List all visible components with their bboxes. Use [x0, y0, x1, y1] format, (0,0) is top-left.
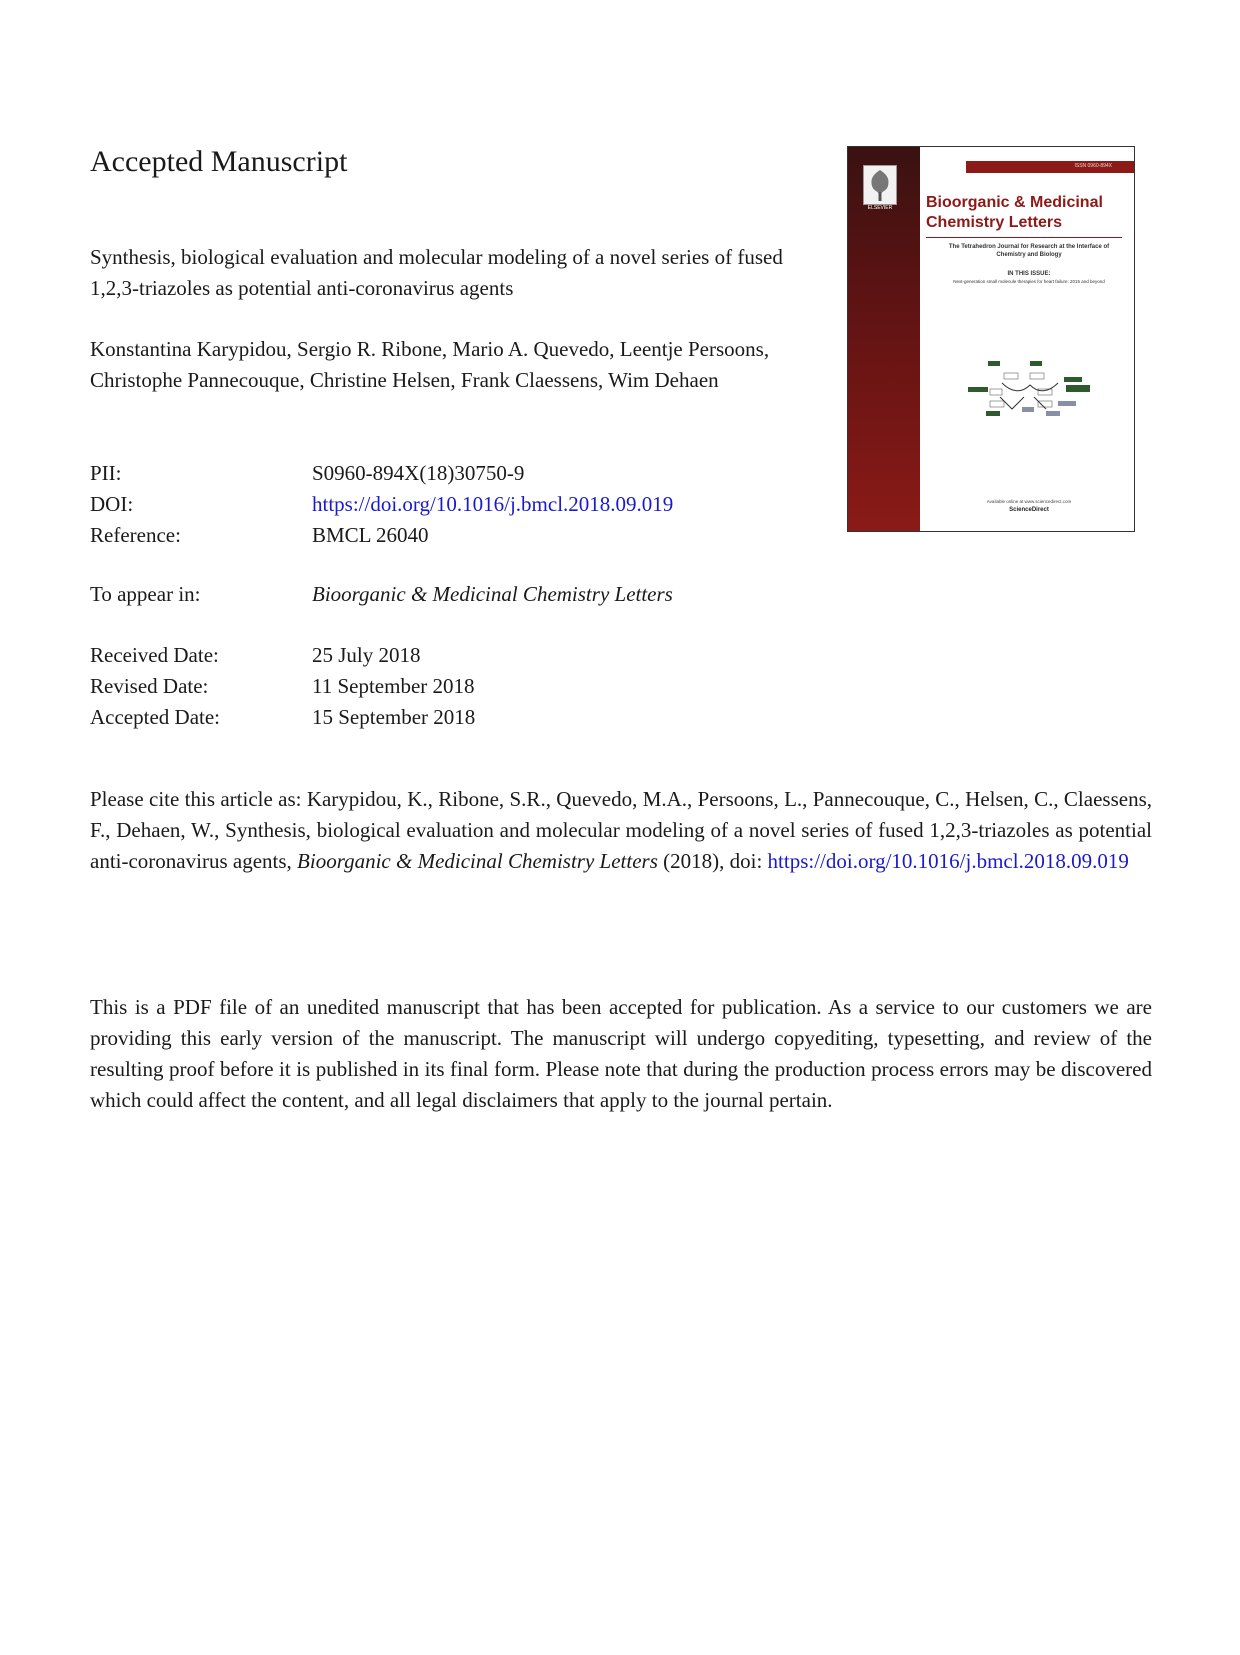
- identifiers-table: [90, 458, 673, 551]
- reference-row: [90, 520, 673, 551]
- citation-text: Please cite this article as: Karypidou, K., Ribone, S.R., Quevedo, M.A., Persoons, L., Pannecouque, C., Helsen, C., Claessens, F., Dehaen, W., Synthesis, biological evaluation and molecular modeling of a novel series of fused 1,2,3-triazoles as potential anti-coronavirus agents,: [90, 787, 1152, 873]
- elsevier-logo-icon: [863, 165, 897, 205]
- cover-diagram-graphic: [968, 359, 1108, 429]
- cover-subtitle: The Tetrahedron Journal for Research at the Interface of Chemistry and Biology: [948, 244, 1110, 258]
- page-heading: Accepted Manuscript: [90, 145, 348, 178]
- journal-cover-image: [847, 146, 1135, 532]
- cover-publisher: ELSEVIER: [867, 205, 893, 211]
- doi-row: [90, 489, 673, 520]
- pii-value: S0960-894X(18)30750-9: [312, 461, 525, 485]
- accepted-row: [90, 702, 475, 733]
- appear-value: Bioorganic & Medicinal Chemistry Letters: [312, 582, 673, 606]
- accepted-label: Accepted Date:: [90, 705, 221, 729]
- pii-label: PII:: [90, 461, 122, 485]
- revised-row: [90, 671, 475, 702]
- revised-label: Revised Date:: [90, 674, 209, 698]
- article-authors: Konstantina Karypidou, Sergio R. Ribone, Mario A. Quevedo, Leentje Persoons, Christophe Pannecouque, Christine Helsen, Frank Claessens, Wim Dehaen: [90, 337, 770, 392]
- cover-divider: [926, 237, 1122, 238]
- cover-sciencedirect: ScienceDirect: [1009, 507, 1049, 513]
- reference-label: Reference:: [90, 523, 181, 547]
- doi-label: DOI:: [90, 492, 134, 516]
- cover-title: Bioorganic & Medicinal Chemistry Letters: [926, 194, 1103, 231]
- received-label: Received Date:: [90, 643, 219, 667]
- disclaimer-paragraph: This is a PDF file of an unedited manuscript that has been accepted for publication. As a service to our customers we are providing this early version of the manuscript. The manuscript will undergo copyediting, typesetting, and review of the resulting proof before it is published in its final form. Please note that during the production process errors may be discovered which could affect the content, and all legal disclaimers that apply to the journal pertain.: [90, 995, 1152, 1112]
- pii-row: [90, 458, 673, 489]
- appear-row: [90, 579, 673, 610]
- cover-online-note: Available online at www.sciencedirect.com: [986, 499, 1072, 504]
- cover-issue-text: Next-generation small molecule therapies for heart failure: 2015 and beyond: [953, 279, 1105, 284]
- doi-link[interactable]: https://doi.org/10.1016/j.bmcl.2018.09.019: [312, 492, 674, 516]
- citation-doi-link[interactable]: https://doi.org/10.1016/j.bmcl.2018.09.019: [767, 849, 1129, 873]
- citation-paragraph: [90, 784, 1152, 877]
- dates-table: [90, 640, 475, 733]
- received-row: [90, 640, 475, 671]
- cover-issue-heading: IN THIS ISSUE:: [1007, 271, 1051, 277]
- accepted-value: 15 September 2018: [312, 705, 476, 729]
- cover-issn: ISSN 0960-894X: [1074, 163, 1112, 169]
- appear-label: To appear in:: [90, 582, 201, 606]
- reference-value: BMCL 26040: [312, 523, 429, 547]
- received-value: 25 July 2018: [312, 643, 421, 667]
- appear-in-table: [90, 579, 673, 610]
- revised-value: 11 September 2018: [312, 674, 475, 698]
- citation-year: (2018), doi:: [657, 849, 768, 873]
- article-title: Synthesis, biological evaluation and molecular modeling of a novel series of fused 1,2,3-triazoles as potential anti-coronavirus agents: [90, 245, 783, 300]
- citation-journal: Bioorganic & Medicinal Chemistry Letters: [297, 849, 658, 873]
